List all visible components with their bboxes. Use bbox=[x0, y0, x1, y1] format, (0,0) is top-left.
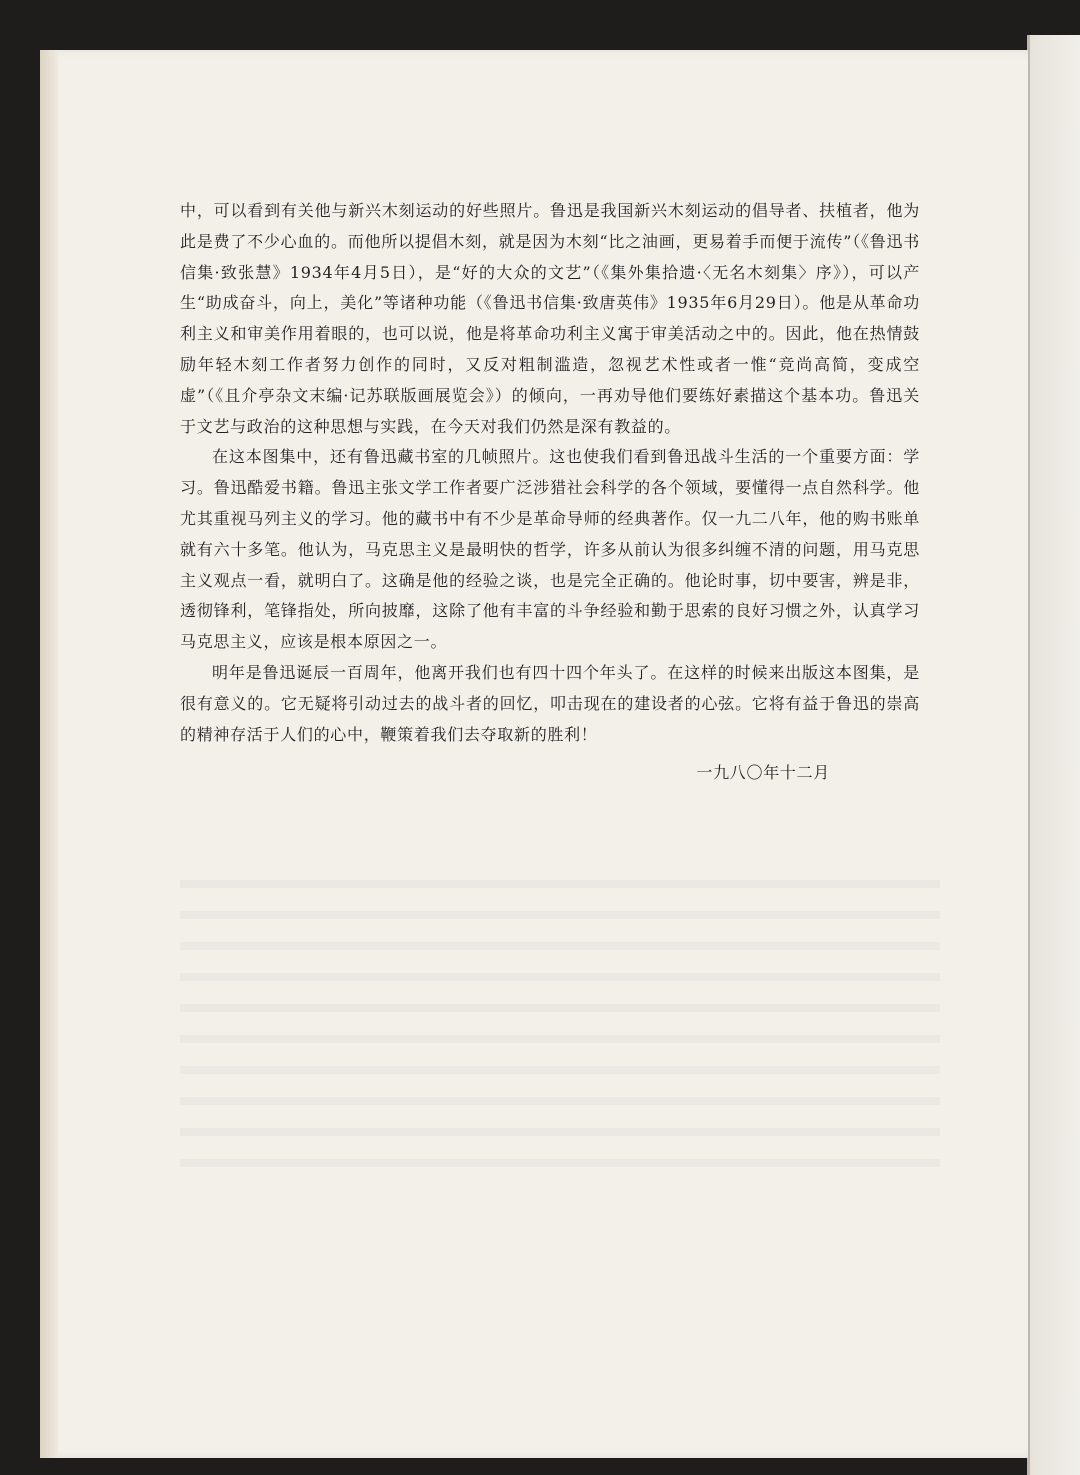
show-through-text bbox=[180, 880, 940, 1180]
paragraph-1: 中，可以看到有关他与新兴木刻运动的好些照片。鲁迅是我国新兴木刻运动的倡导者、扶植者，他为此是费了不少心血的。而他所以提倡木刻，就是因为木刻“比之油画，更易着手而便于流传”（《鲁迅书信集·致张慧》1934年4月5日），是“好的大众的文艺”（《集外集拾遗·〈无名木刻集〉序》），可以产生“助成奋斗，向上，美化”等诸种功能（《鲁迅书信集·致唐英伟》1935年6月29日）。他是从革命功利主义和审美作用着眼的，也可以说，他是将革命功利主义寓于审美活动之中的。因此，他在热情鼓励年轻木刻工作者努力创作的同时，又反对粗制滥造，忽视艺术性或者一惟“竞尚高简，变成空虚”（《且介亭杂文末编·记苏联版画展览会》）的倾向，一再劝导他们要练好素描这个基本功。鲁迅关于文艺与政治的这种思想与实践，在今天对我们仍然是深有教益的。 bbox=[180, 201, 920, 436]
paragraph-3: 明年是鲁迅诞辰一百周年，他离开我们也有四十四个年头了。在这样的时候来出版这本图集，是很有意义的。它无疑将引动过去的战斗者的回忆，叩击现在的建设者的心弦。它将有益于鲁迅的崇高的精神存活于人们的心中，鞭策着我们去夺取新的胜利！ bbox=[180, 662, 920, 744]
date-line: 一九八〇年十二月 bbox=[696, 763, 830, 783]
facing-page bbox=[1028, 35, 1080, 1475]
page-edge bbox=[40, 50, 58, 1458]
paragraph-2: 在这本图集中，还有鲁迅藏书室的几帧照片。这也使我们看到鲁迅战斗生活的一个重要方面：学习。鲁迅酷爱书籍。鲁迅主张文学工作者要广泛涉猎社会科学的各个领域，要懂得一点自然科学。他尤其重视马列主义的学习。他的藏书中有不少是革命导师的经典著作。仅一九二八年，他的购书账单就有六十多笔。他认为，马克思主义是最明快的哲学，许多从前认为很多纠缠不清的问题，用马克思主义观点一看，就明白了。这确是他的经验之谈，也是完全正确的。他论时事，切中要害，辨是非，透彻锋利，笔锋指处，所向披靡，这除了他有丰富的斗争经验和勤于思索的良好习惯之外，认真学习马克思主义，应该是根本原因之一。 bbox=[180, 447, 920, 652]
body-text bbox=[180, 196, 920, 789]
